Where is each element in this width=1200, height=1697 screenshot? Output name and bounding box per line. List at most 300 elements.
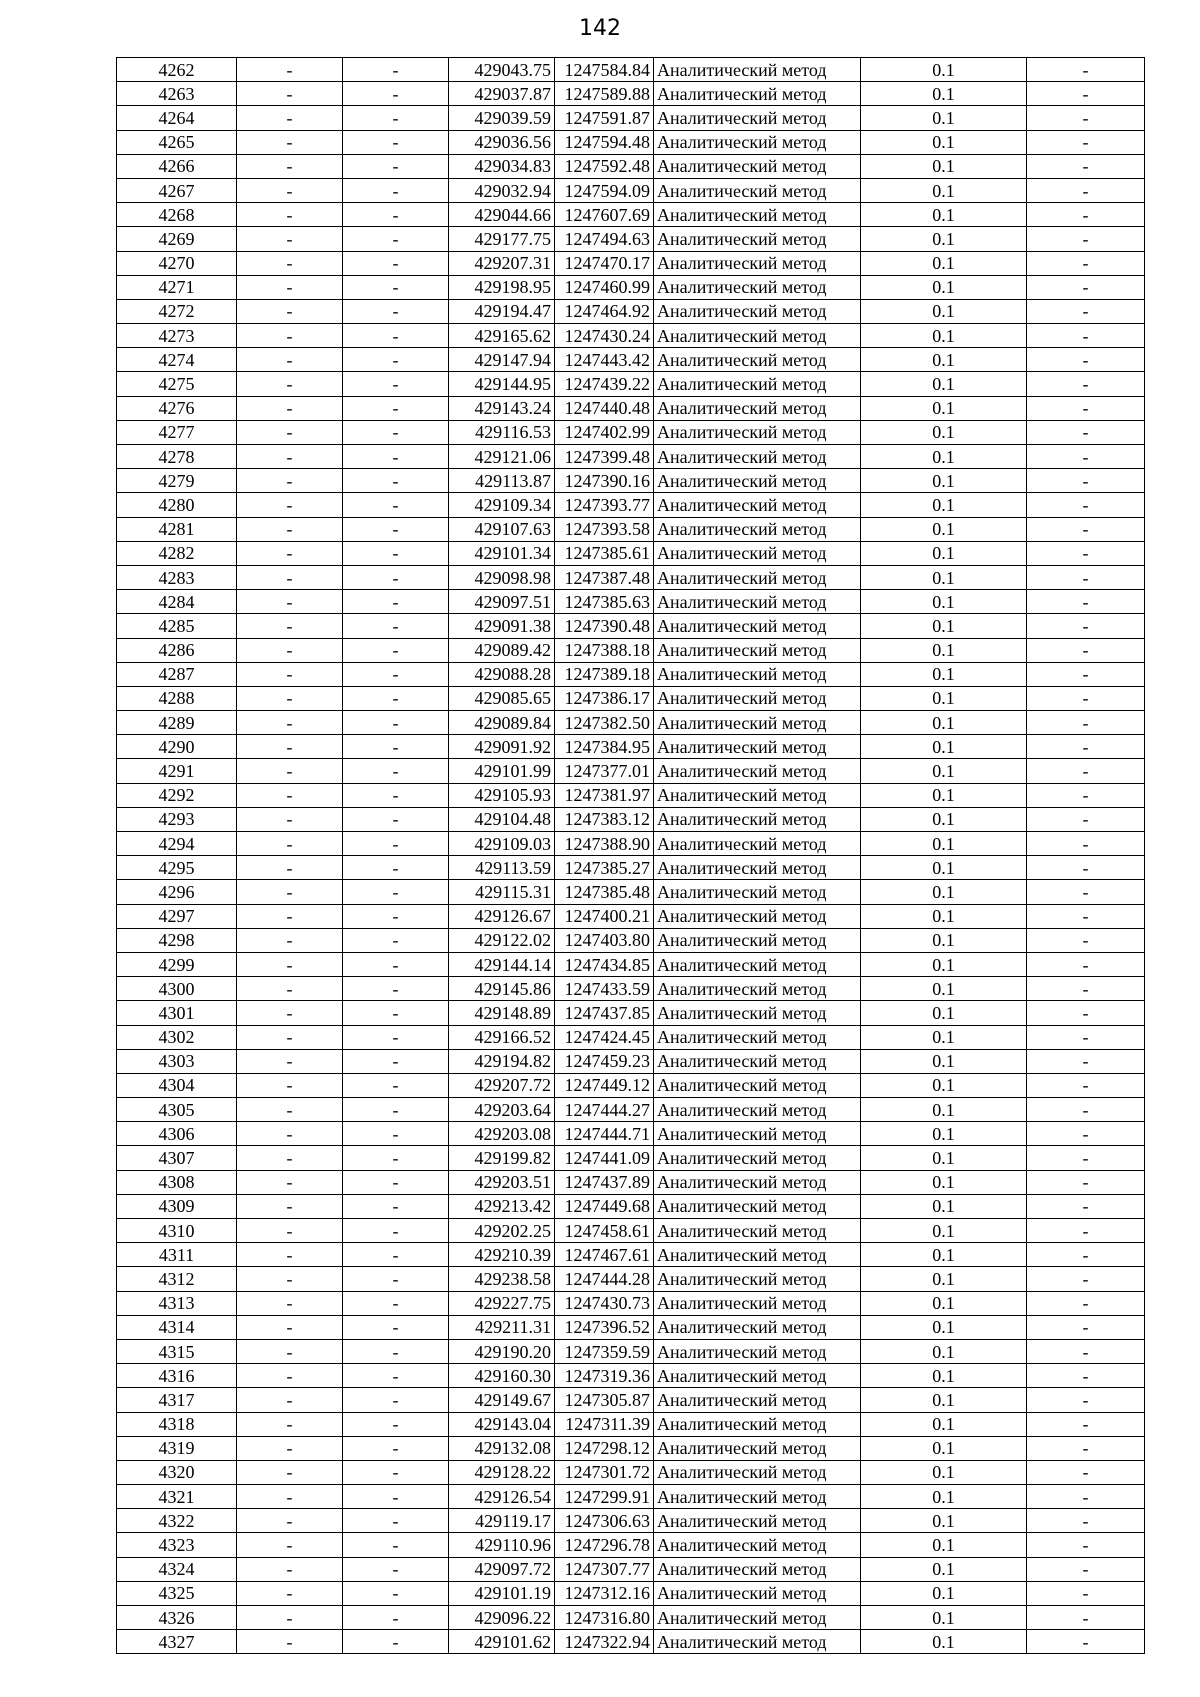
x-coordinate-cell: 429107.63 xyxy=(449,517,555,541)
method-cell: Аналитический метод xyxy=(654,856,861,880)
x-coordinate-cell: 429203.08 xyxy=(449,1122,555,1146)
point-number-cell: 4306 xyxy=(117,1122,237,1146)
table-row xyxy=(117,493,1145,517)
empty-dash-cell: - xyxy=(1027,1557,1145,1581)
accuracy-cell: 0.1 xyxy=(861,1581,1027,1605)
table-row xyxy=(117,783,1145,807)
method-cell: Аналитический метод xyxy=(654,1412,861,1436)
empty-dash-cell: - xyxy=(1027,1291,1145,1315)
x-coordinate-cell: 429143.24 xyxy=(449,396,555,420)
empty-dash-cell: - xyxy=(1027,783,1145,807)
accuracy-cell: 0.1 xyxy=(861,1098,1027,1122)
method-cell: Аналитический метод xyxy=(654,1194,861,1218)
accuracy-cell: 0.1 xyxy=(861,1436,1027,1460)
empty-dash-cell: - xyxy=(237,735,343,759)
empty-dash-cell: - xyxy=(1027,372,1145,396)
table-row xyxy=(117,154,1145,178)
y-coordinate-cell: 1247389.18 xyxy=(555,662,654,686)
y-coordinate-cell: 1247470.17 xyxy=(555,251,654,275)
y-coordinate-cell: 1247464.92 xyxy=(555,299,654,323)
accuracy-cell: 0.1 xyxy=(861,614,1027,638)
accuracy-cell: 0.1 xyxy=(861,880,1027,904)
empty-dash-cell: - xyxy=(1027,1146,1145,1170)
point-number-cell: 4292 xyxy=(117,783,237,807)
empty-dash-cell: - xyxy=(1027,1339,1145,1363)
empty-dash-cell: - xyxy=(1027,735,1145,759)
empty-dash-cell: - xyxy=(343,1436,449,1460)
x-coordinate-cell: 429113.87 xyxy=(449,469,555,493)
point-number-cell: 4273 xyxy=(117,324,237,348)
table-row xyxy=(117,856,1145,880)
empty-dash-cell: - xyxy=(1027,880,1145,904)
accuracy-cell: 0.1 xyxy=(861,1243,1027,1267)
empty-dash-cell: - xyxy=(343,1388,449,1412)
x-coordinate-cell: 429097.51 xyxy=(449,590,555,614)
accuracy-cell: 0.1 xyxy=(861,735,1027,759)
empty-dash-cell: - xyxy=(343,420,449,444)
table-row xyxy=(117,1315,1145,1339)
x-coordinate-cell: 429144.14 xyxy=(449,952,555,976)
x-coordinate-cell: 429149.67 xyxy=(449,1388,555,1412)
method-cell: Аналитический метод xyxy=(654,1146,861,1170)
method-cell: Аналитический метод xyxy=(654,1509,861,1533)
y-coordinate-cell: 1247384.95 xyxy=(555,735,654,759)
point-number-cell: 4326 xyxy=(117,1606,237,1630)
x-coordinate-cell: 429213.42 xyxy=(449,1194,555,1218)
accuracy-cell: 0.1 xyxy=(861,324,1027,348)
y-coordinate-cell: 1247589.88 xyxy=(555,82,654,106)
table-row xyxy=(117,1219,1145,1243)
accuracy-cell: 0.1 xyxy=(861,856,1027,880)
method-cell: Аналитический метод xyxy=(654,1170,861,1194)
method-cell: Аналитический метод xyxy=(654,1049,861,1073)
empty-dash-cell: - xyxy=(343,1533,449,1557)
point-number-cell: 4312 xyxy=(117,1267,237,1291)
y-coordinate-cell: 1247386.17 xyxy=(555,686,654,710)
empty-dash-cell: - xyxy=(343,541,449,565)
accuracy-cell: 0.1 xyxy=(861,445,1027,469)
x-coordinate-cell: 429207.31 xyxy=(449,251,555,275)
table-row xyxy=(117,832,1145,856)
method-cell: Аналитический метод xyxy=(654,686,861,710)
empty-dash-cell: - xyxy=(343,832,449,856)
empty-dash-cell: - xyxy=(237,880,343,904)
point-number-cell: 4264 xyxy=(117,106,237,130)
accuracy-cell: 0.1 xyxy=(861,1533,1027,1557)
y-coordinate-cell: 1247319.36 xyxy=(555,1364,654,1388)
empty-dash-cell: - xyxy=(237,904,343,928)
x-coordinate-cell: 429091.92 xyxy=(449,735,555,759)
method-cell: Аналитический метод xyxy=(654,275,861,299)
empty-dash-cell: - xyxy=(343,565,449,589)
empty-dash-cell: - xyxy=(343,614,449,638)
method-cell: Аналитический метод xyxy=(654,1436,861,1460)
accuracy-cell: 0.1 xyxy=(861,178,1027,202)
method-cell: Аналитический метод xyxy=(654,299,861,323)
method-cell: Аналитический метод xyxy=(654,735,861,759)
empty-dash-cell: - xyxy=(237,517,343,541)
empty-dash-cell: - xyxy=(1027,662,1145,686)
method-cell: Аналитический метод xyxy=(654,662,861,686)
empty-dash-cell: - xyxy=(1027,178,1145,202)
empty-dash-cell: - xyxy=(1027,590,1145,614)
method-cell: Аналитический метод xyxy=(654,178,861,202)
y-coordinate-cell: 1247444.71 xyxy=(555,1122,654,1146)
point-number-cell: 4310 xyxy=(117,1219,237,1243)
empty-dash-cell: - xyxy=(237,1412,343,1436)
accuracy-cell: 0.1 xyxy=(861,1509,1027,1533)
point-number-cell: 4278 xyxy=(117,445,237,469)
x-coordinate-cell: 429210.39 xyxy=(449,1243,555,1267)
y-coordinate-cell: 1247607.69 xyxy=(555,203,654,227)
accuracy-cell: 0.1 xyxy=(861,106,1027,130)
method-cell: Аналитический метод xyxy=(654,1291,861,1315)
table-row xyxy=(117,203,1145,227)
accuracy-cell: 0.1 xyxy=(861,82,1027,106)
table-row xyxy=(117,227,1145,251)
point-number-cell: 4288 xyxy=(117,686,237,710)
empty-dash-cell: - xyxy=(237,1436,343,1460)
accuracy-cell: 0.1 xyxy=(861,977,1027,1001)
empty-dash-cell: - xyxy=(343,1485,449,1509)
point-number-cell: 4289 xyxy=(117,711,237,735)
empty-dash-cell: - xyxy=(1027,759,1145,783)
accuracy-cell: 0.1 xyxy=(861,952,1027,976)
x-coordinate-cell: 429132.08 xyxy=(449,1436,555,1460)
method-cell: Аналитический метод xyxy=(654,977,861,1001)
empty-dash-cell: - xyxy=(1027,856,1145,880)
empty-dash-cell: - xyxy=(237,324,343,348)
empty-dash-cell: - xyxy=(1027,977,1145,1001)
accuracy-cell: 0.1 xyxy=(861,1073,1027,1097)
empty-dash-cell: - xyxy=(343,807,449,831)
method-cell: Аналитический метод xyxy=(654,783,861,807)
table-row xyxy=(117,1364,1145,1388)
empty-dash-cell: - xyxy=(1027,614,1145,638)
y-coordinate-cell: 1247381.97 xyxy=(555,783,654,807)
accuracy-cell: 0.1 xyxy=(861,928,1027,952)
table-row xyxy=(117,1436,1145,1460)
point-number-cell: 4279 xyxy=(117,469,237,493)
point-number-cell: 4301 xyxy=(117,1001,237,1025)
empty-dash-cell: - xyxy=(343,324,449,348)
x-coordinate-cell: 429101.99 xyxy=(449,759,555,783)
empty-dash-cell: - xyxy=(237,1291,343,1315)
y-coordinate-cell: 1247299.91 xyxy=(555,1485,654,1509)
method-cell: Аналитический метод xyxy=(654,1485,861,1509)
y-coordinate-cell: 1247449.12 xyxy=(555,1073,654,1097)
y-coordinate-cell: 1247377.01 xyxy=(555,759,654,783)
empty-dash-cell: - xyxy=(1027,1412,1145,1436)
empty-dash-cell: - xyxy=(343,856,449,880)
method-cell: Аналитический метод xyxy=(654,1098,861,1122)
empty-dash-cell: - xyxy=(343,638,449,662)
empty-dash-cell: - xyxy=(237,807,343,831)
y-coordinate-cell: 1247385.61 xyxy=(555,541,654,565)
point-number-cell: 4276 xyxy=(117,396,237,420)
table-row xyxy=(117,1581,1145,1605)
point-number-cell: 4272 xyxy=(117,299,237,323)
x-coordinate-cell: 429034.83 xyxy=(449,154,555,178)
accuracy-cell: 0.1 xyxy=(861,299,1027,323)
x-coordinate-cell: 429177.75 xyxy=(449,227,555,251)
accuracy-cell: 0.1 xyxy=(861,251,1027,275)
empty-dash-cell: - xyxy=(1027,348,1145,372)
accuracy-cell: 0.1 xyxy=(861,396,1027,420)
y-coordinate-cell: 1247305.87 xyxy=(555,1388,654,1412)
empty-dash-cell: - xyxy=(343,1364,449,1388)
empty-dash-cell: - xyxy=(343,106,449,130)
point-number-cell: 4270 xyxy=(117,251,237,275)
y-coordinate-cell: 1247390.48 xyxy=(555,614,654,638)
table-row xyxy=(117,711,1145,735)
method-cell: Аналитический метод xyxy=(654,1364,861,1388)
y-coordinate-cell: 1247439.22 xyxy=(555,372,654,396)
method-cell: Аналитический метод xyxy=(654,832,861,856)
point-number-cell: 4311 xyxy=(117,1243,237,1267)
empty-dash-cell: - xyxy=(343,251,449,275)
empty-dash-cell: - xyxy=(343,1460,449,1484)
x-coordinate-cell: 429190.20 xyxy=(449,1339,555,1363)
point-number-cell: 4317 xyxy=(117,1388,237,1412)
table-row xyxy=(117,735,1145,759)
method-cell: Аналитический метод xyxy=(654,638,861,662)
empty-dash-cell: - xyxy=(343,1267,449,1291)
empty-dash-cell: - xyxy=(1027,1509,1145,1533)
empty-dash-cell: - xyxy=(237,590,343,614)
accuracy-cell: 0.1 xyxy=(861,1557,1027,1581)
y-coordinate-cell: 1247306.63 xyxy=(555,1509,654,1533)
point-number-cell: 4294 xyxy=(117,832,237,856)
table-row xyxy=(117,1533,1145,1557)
x-coordinate-cell: 429166.52 xyxy=(449,1025,555,1049)
method-cell: Аналитический метод xyxy=(654,1315,861,1339)
table-row xyxy=(117,1630,1145,1654)
method-cell: Аналитический метод xyxy=(654,517,861,541)
y-coordinate-cell: 1247459.23 xyxy=(555,1049,654,1073)
empty-dash-cell: - xyxy=(343,880,449,904)
table-row xyxy=(117,517,1145,541)
accuracy-cell: 0.1 xyxy=(861,904,1027,928)
y-coordinate-cell: 1247437.85 xyxy=(555,1001,654,1025)
empty-dash-cell: - xyxy=(343,735,449,759)
x-coordinate-cell: 429207.72 xyxy=(449,1073,555,1097)
empty-dash-cell: - xyxy=(237,711,343,735)
empty-dash-cell: - xyxy=(237,662,343,686)
method-cell: Аналитический метод xyxy=(654,1460,861,1484)
table-row xyxy=(117,1267,1145,1291)
empty-dash-cell: - xyxy=(237,493,343,517)
point-number-cell: 4316 xyxy=(117,1364,237,1388)
point-number-cell: 4284 xyxy=(117,590,237,614)
empty-dash-cell: - xyxy=(1027,324,1145,348)
x-coordinate-cell: 429202.25 xyxy=(449,1219,555,1243)
table-row xyxy=(117,1388,1145,1412)
y-coordinate-cell: 1247307.77 xyxy=(555,1557,654,1581)
empty-dash-cell: - xyxy=(343,977,449,1001)
y-coordinate-cell: 1247443.42 xyxy=(555,348,654,372)
empty-dash-cell: - xyxy=(1027,1025,1145,1049)
x-coordinate-cell: 429143.04 xyxy=(449,1412,555,1436)
empty-dash-cell: - xyxy=(237,1339,343,1363)
y-coordinate-cell: 1247311.39 xyxy=(555,1412,654,1436)
table-row xyxy=(117,178,1145,202)
empty-dash-cell: - xyxy=(343,1581,449,1605)
accuracy-cell: 0.1 xyxy=(861,590,1027,614)
method-cell: Аналитический метод xyxy=(654,396,861,420)
empty-dash-cell: - xyxy=(237,1267,343,1291)
y-coordinate-cell: 1247396.52 xyxy=(555,1315,654,1339)
empty-dash-cell: - xyxy=(343,82,449,106)
method-cell: Аналитический метод xyxy=(654,324,861,348)
table-row xyxy=(117,541,1145,565)
point-number-cell: 4305 xyxy=(117,1098,237,1122)
accuracy-cell: 0.1 xyxy=(861,686,1027,710)
empty-dash-cell: - xyxy=(237,275,343,299)
method-cell: Аналитический метод xyxy=(654,106,861,130)
point-number-cell: 4296 xyxy=(117,880,237,904)
y-coordinate-cell: 1247460.99 xyxy=(555,275,654,299)
empty-dash-cell: - xyxy=(237,348,343,372)
empty-dash-cell: - xyxy=(1027,1533,1145,1557)
empty-dash-cell: - xyxy=(237,832,343,856)
y-coordinate-cell: 1247444.27 xyxy=(555,1098,654,1122)
empty-dash-cell: - xyxy=(343,928,449,952)
y-coordinate-cell: 1247584.84 xyxy=(555,58,654,82)
y-coordinate-cell: 1247393.77 xyxy=(555,493,654,517)
empty-dash-cell: - xyxy=(237,1581,343,1605)
point-number-cell: 4265 xyxy=(117,130,237,154)
accuracy-cell: 0.1 xyxy=(861,1315,1027,1339)
empty-dash-cell: - xyxy=(343,1606,449,1630)
accuracy-cell: 0.1 xyxy=(861,1364,1027,1388)
y-coordinate-cell: 1247316.80 xyxy=(555,1606,654,1630)
method-cell: Аналитический метод xyxy=(654,928,861,952)
x-coordinate-cell: 429113.59 xyxy=(449,856,555,880)
empty-dash-cell: - xyxy=(237,251,343,275)
empty-dash-cell: - xyxy=(237,614,343,638)
empty-dash-cell: - xyxy=(1027,469,1145,493)
empty-dash-cell: - xyxy=(237,686,343,710)
accuracy-cell: 0.1 xyxy=(861,1001,1027,1025)
y-coordinate-cell: 1247592.48 xyxy=(555,154,654,178)
coordinates-table xyxy=(116,57,1145,1654)
point-number-cell: 4274 xyxy=(117,348,237,372)
y-coordinate-cell: 1247444.28 xyxy=(555,1267,654,1291)
empty-dash-cell: - xyxy=(1027,1073,1145,1097)
point-number-cell: 4327 xyxy=(117,1630,237,1654)
accuracy-cell: 0.1 xyxy=(861,275,1027,299)
x-coordinate-cell: 429203.51 xyxy=(449,1170,555,1194)
y-coordinate-cell: 1247312.16 xyxy=(555,1581,654,1605)
empty-dash-cell: - xyxy=(237,1630,343,1654)
method-cell: Аналитический метод xyxy=(654,154,861,178)
accuracy-cell: 0.1 xyxy=(861,832,1027,856)
y-coordinate-cell: 1247296.78 xyxy=(555,1533,654,1557)
empty-dash-cell: - xyxy=(343,1291,449,1315)
empty-dash-cell: - xyxy=(1027,1460,1145,1484)
point-number-cell: 4267 xyxy=(117,178,237,202)
empty-dash-cell: - xyxy=(1027,251,1145,275)
accuracy-cell: 0.1 xyxy=(861,1025,1027,1049)
x-coordinate-cell: 429101.19 xyxy=(449,1581,555,1605)
x-coordinate-cell: 429128.22 xyxy=(449,1460,555,1484)
empty-dash-cell: - xyxy=(1027,396,1145,420)
empty-dash-cell: - xyxy=(237,952,343,976)
y-coordinate-cell: 1247385.27 xyxy=(555,856,654,880)
method-cell: Аналитический метод xyxy=(654,372,861,396)
x-coordinate-cell: 429109.03 xyxy=(449,832,555,856)
x-coordinate-cell: 429097.72 xyxy=(449,1557,555,1581)
empty-dash-cell: - xyxy=(343,1001,449,1025)
y-coordinate-cell: 1247594.09 xyxy=(555,178,654,202)
empty-dash-cell: - xyxy=(237,58,343,82)
accuracy-cell: 0.1 xyxy=(861,1485,1027,1509)
empty-dash-cell: - xyxy=(343,1339,449,1363)
x-coordinate-cell: 429088.28 xyxy=(449,662,555,686)
x-coordinate-cell: 429104.48 xyxy=(449,807,555,831)
empty-dash-cell: - xyxy=(237,1098,343,1122)
point-number-cell: 4299 xyxy=(117,952,237,976)
table-row xyxy=(117,299,1145,323)
accuracy-cell: 0.1 xyxy=(861,1170,1027,1194)
y-coordinate-cell: 1247494.63 xyxy=(555,227,654,251)
accuracy-cell: 0.1 xyxy=(861,420,1027,444)
y-coordinate-cell: 1247458.61 xyxy=(555,1219,654,1243)
empty-dash-cell: - xyxy=(237,1533,343,1557)
method-cell: Аналитический метод xyxy=(654,1388,861,1412)
table-row xyxy=(117,1073,1145,1097)
y-coordinate-cell: 1247441.09 xyxy=(555,1146,654,1170)
y-coordinate-cell: 1247399.48 xyxy=(555,445,654,469)
method-cell: Аналитический метод xyxy=(654,493,861,517)
empty-dash-cell: - xyxy=(1027,1581,1145,1605)
empty-dash-cell: - xyxy=(343,372,449,396)
empty-dash-cell: - xyxy=(343,1412,449,1436)
empty-dash-cell: - xyxy=(343,783,449,807)
x-coordinate-cell: 429116.53 xyxy=(449,420,555,444)
x-coordinate-cell: 429148.89 xyxy=(449,1001,555,1025)
empty-dash-cell: - xyxy=(1027,203,1145,227)
x-coordinate-cell: 429199.82 xyxy=(449,1146,555,1170)
empty-dash-cell: - xyxy=(1027,1194,1145,1218)
empty-dash-cell: - xyxy=(237,1557,343,1581)
empty-dash-cell: - xyxy=(1027,1122,1145,1146)
table-row xyxy=(117,372,1145,396)
point-number-cell: 4308 xyxy=(117,1170,237,1194)
table-row xyxy=(117,1001,1145,1025)
point-number-cell: 4315 xyxy=(117,1339,237,1363)
method-cell: Аналитический метод xyxy=(654,348,861,372)
accuracy-cell: 0.1 xyxy=(861,154,1027,178)
method-cell: Аналитический метод xyxy=(654,1267,861,1291)
point-number-cell: 4307 xyxy=(117,1146,237,1170)
x-coordinate-cell: 429238.58 xyxy=(449,1267,555,1291)
table-row xyxy=(117,251,1145,275)
table-row xyxy=(117,1122,1145,1146)
table-row xyxy=(117,1412,1145,1436)
point-number-cell: 4313 xyxy=(117,1291,237,1315)
x-coordinate-cell: 429101.62 xyxy=(449,1630,555,1654)
y-coordinate-cell: 1247433.59 xyxy=(555,977,654,1001)
empty-dash-cell: - xyxy=(343,469,449,493)
accuracy-cell: 0.1 xyxy=(861,662,1027,686)
accuracy-cell: 0.1 xyxy=(861,372,1027,396)
empty-dash-cell: - xyxy=(237,396,343,420)
point-number-cell: 4277 xyxy=(117,420,237,444)
empty-dash-cell: - xyxy=(1027,952,1145,976)
point-number-cell: 4275 xyxy=(117,372,237,396)
